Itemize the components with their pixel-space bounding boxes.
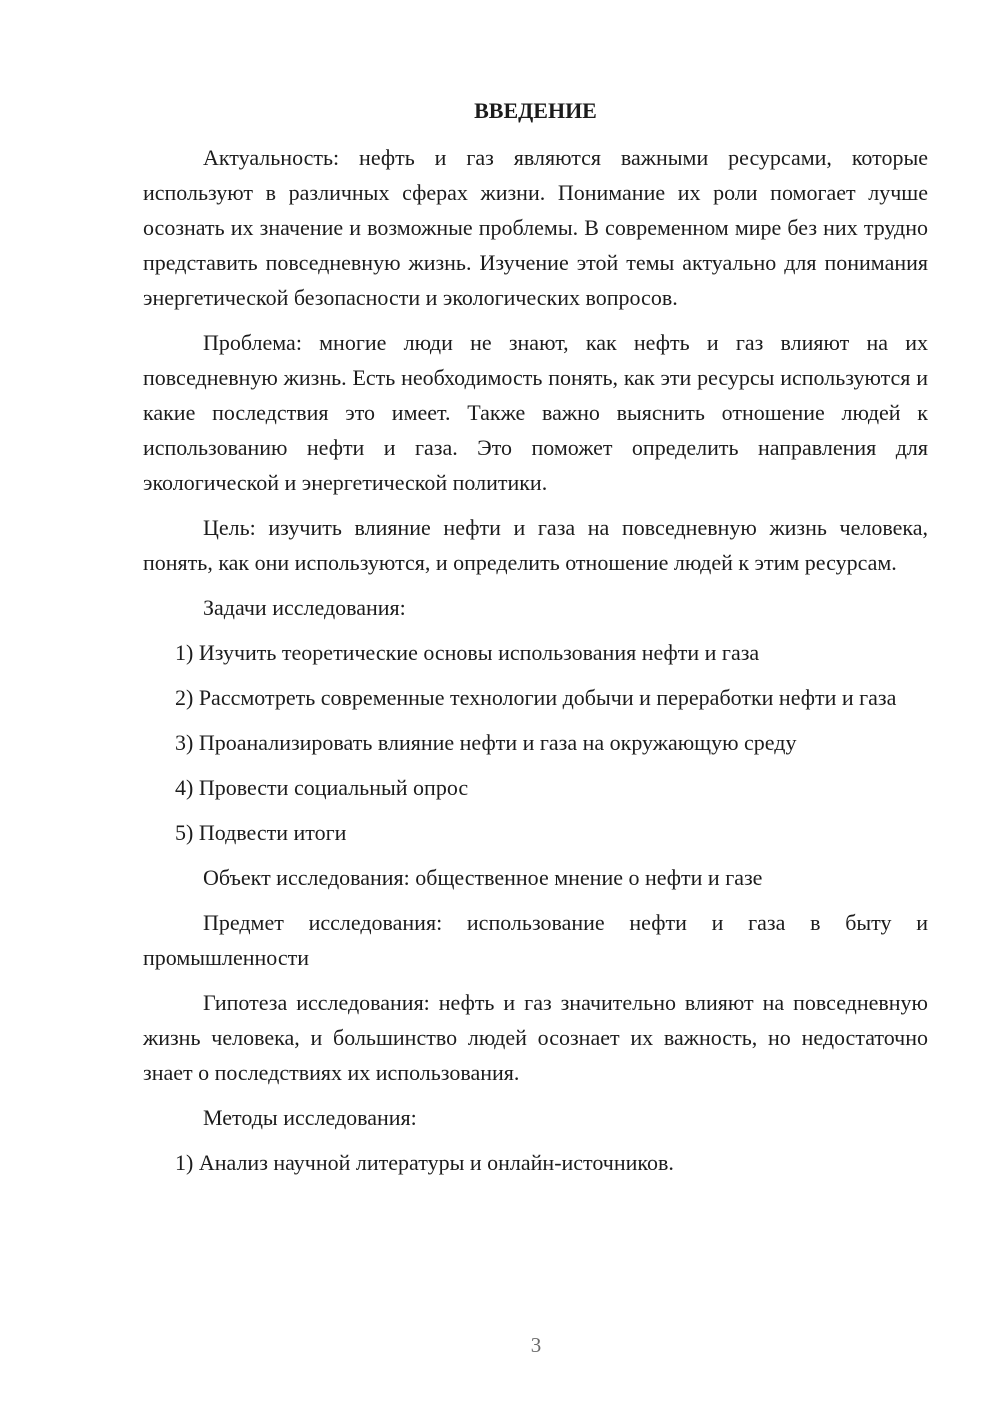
paragraph-object: Объект исследования: общественное мнение о нефти и газе	[203, 865, 763, 890]
paragraph-goal: Цель: изучить влияние нефти и газа на повседневную жизнь человека, понять, как они используются, и определить отношение людей к этим ресурсам.	[143, 515, 928, 575]
tasks-heading: Задачи исследования:	[203, 595, 406, 620]
task-item-4: 4) Провести социальный опрос	[175, 775, 469, 800]
document-body	[143, 95, 928, 1190]
task-item-1: 1) Изучить теоретические основы использования нефти и газа	[175, 640, 760, 665]
paragraph-problem: Проблема: многие люди не знают, как нефть и газ влияют на их повседневную жизнь. Есть необходимость понять, как эти ресурсы используются и какие последствия это имеет. Также важно выяснить отношение людей к использованию нефти и газа. Это поможет определить направления для экологической и энергетической политики.	[143, 330, 928, 495]
paragraph-relevance: Актуальность: нефть и газ являются важными ресурсами, которые используют в различных сферах жизни. Понимание их роли помогает лучше осознать их значение и возможные проблемы. В современном мире без них трудно представить повседневную жизнь. Изучение этой темы актуально для понимания энергетической безопасности и экологических вопросов.	[143, 145, 928, 310]
task-item-2: 2) Рассмотреть современные технологии добычи и переработки нефти и газа	[175, 685, 897, 710]
paragraph-subject: Предмет исследования: использование нефти и газа в быту и промышленности	[143, 910, 928, 970]
methods-heading: Методы исследования:	[203, 1105, 417, 1130]
method-item-1: 1) Анализ научной литературы и онлайн-источников.	[175, 1150, 674, 1175]
task-item-5: 5) Подвести итоги	[175, 820, 347, 845]
task-item-3: 3) Проанализировать влияние нефти и газа на окружающую среду	[175, 730, 797, 755]
page-title: ВВЕДЕНИЕ	[474, 98, 597, 123]
page-number: 3	[530, 1333, 542, 1357]
paragraph-hypothesis: Гипотеза исследования: нефть и газ значительно влияют на повседневную жизнь человека, и большинство людей осознает их важность, но недостаточно знает о последствиях их использования.	[143, 990, 928, 1085]
